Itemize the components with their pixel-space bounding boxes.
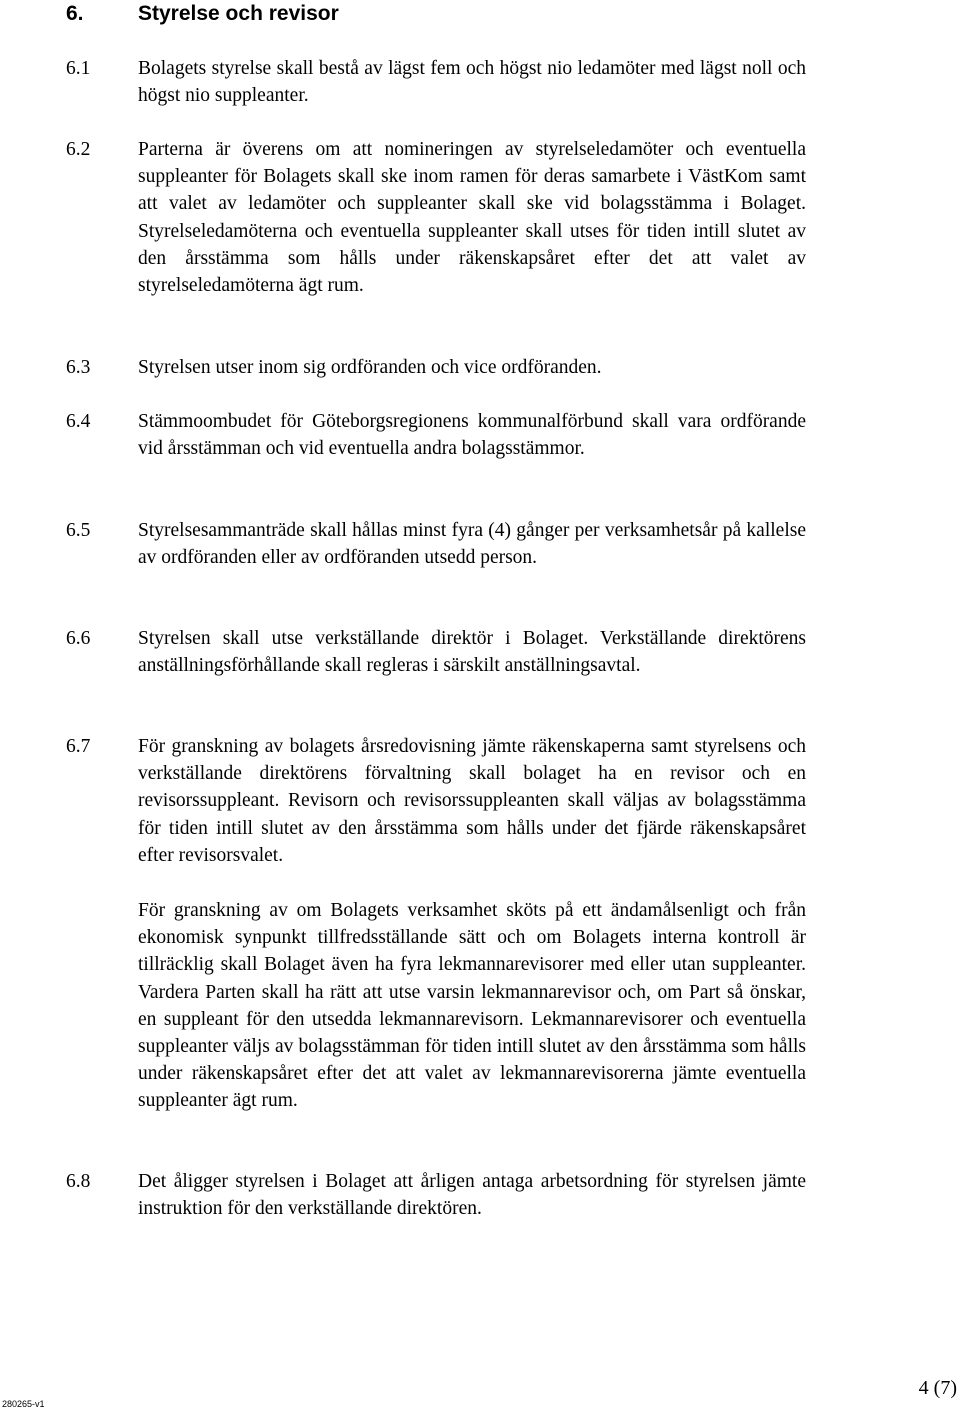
clause-text: Bolagets styrelse skall bestå av lägst fem och högst nio ledamöter med lägst noll och högst nio suppleanter. (138, 58, 806, 107)
clause-text: Styrelsen skall utse verkställande direktör i Bolaget. Verkställande direktörens anställningsförhållande skall regleras i särskilt anställningsavtal. (138, 628, 806, 677)
clause-text: Det åligger styrelsen i Bolaget att årligen antaga arbetsordning för styrelsen jämte instruktion för den verkställande direktören. (138, 1171, 806, 1220)
heading-number: 6. (66, 2, 84, 25)
section-heading (66, 0, 339, 28)
heading-title: Styrelse och revisor (138, 2, 339, 25)
clause-number: 6.7 (66, 736, 91, 757)
clause-number: 6.5 (66, 520, 91, 541)
clause-text: Styrelsen utser inom sig ordföranden och vice ordföranden. (138, 357, 602, 378)
clause-6-8 (66, 1168, 806, 1222)
clause-6-2 (66, 136, 806, 299)
page-number: 4 (7) (918, 1377, 957, 1399)
clause-6-1 (66, 55, 806, 109)
clause-number: 6.1 (66, 58, 91, 79)
clause-text: Styrelsesammanträde skall hållas minst fyra (4) gånger per verksamhetsår på kallelse av ordföranden eller av ordföranden utsedd person. (138, 520, 806, 569)
clause-6-4 (66, 408, 806, 462)
clause-number: 6.8 (66, 1171, 91, 1192)
clause-6-7-continued (66, 897, 806, 1115)
clause-6-5 (66, 517, 806, 571)
clause-text: För granskning av om Bolagets verksamhet sköts på ett ändamålsenligt och från ekonomisk synpunkt tillfredsställande sätt och om Bolagets interna kontroll är tillräcklig skall Bolaget även ha fyra lekmannarevisorer med eller utan suppleanter. Vardera Parten skall ha rätt att utse varsin lekmannarevisor och, om Part så önskar, en suppleant för den utsedda lekmannarevisorn. Lekmannarevisorer och eventuella suppleanter väljs av bolagsstämman för tiden intill slutet av den årsstämma som hålls under räkenskapsåret efter det att valet av lekmannarevisorerna jämte eventuella suppleanter ägt rum. (138, 900, 806, 1112)
clause-text: Stämmoombudet för Göteborgsregionens kommunalförbund skall vara ordförande vid årsstämman och vid eventuella andra bolagsstämmor. (138, 411, 806, 460)
clause-6-6 (66, 625, 806, 679)
clause-6-7 (66, 733, 806, 869)
clause-text: Parterna är överens om att nomineringen av styrelseledamöter och eventuella suppleanter för Bolagets skall ske inom ramen för deras samarbete i VästKom samt att valet av ledamöter och suppleanter skall ske vid bolagsstämma i Bolaget. Styrelseledamöterna och eventuella suppleanter skall utses för tiden intill slutet av den årsstämma som hålls under räkenskapsåret efter det att valet av styrelseledamöterna ägt rum. (138, 139, 806, 297)
clause-text: För granskning av bolagets årsredovisning jämte räkenskaperna samt styrelsens och verkställande direktörens förvaltning skall bolaget ha en revisor och en revisorssuppleant. Revisorn och revisorssuppleanten skall väljas av bolagsstämma för tiden intill slutet av den årsstämma som hålls under det fjärde räkenskapsåret efter revisorsvalet. (138, 736, 806, 866)
document-id: 280265-v1 (2, 1399, 45, 1409)
clause-6-3 (66, 354, 806, 381)
clause-number: 6.3 (66, 357, 91, 378)
clause-number: 6.4 (66, 411, 91, 432)
clause-number: 6.6 (66, 628, 91, 649)
clause-number: 6.2 (66, 139, 91, 160)
